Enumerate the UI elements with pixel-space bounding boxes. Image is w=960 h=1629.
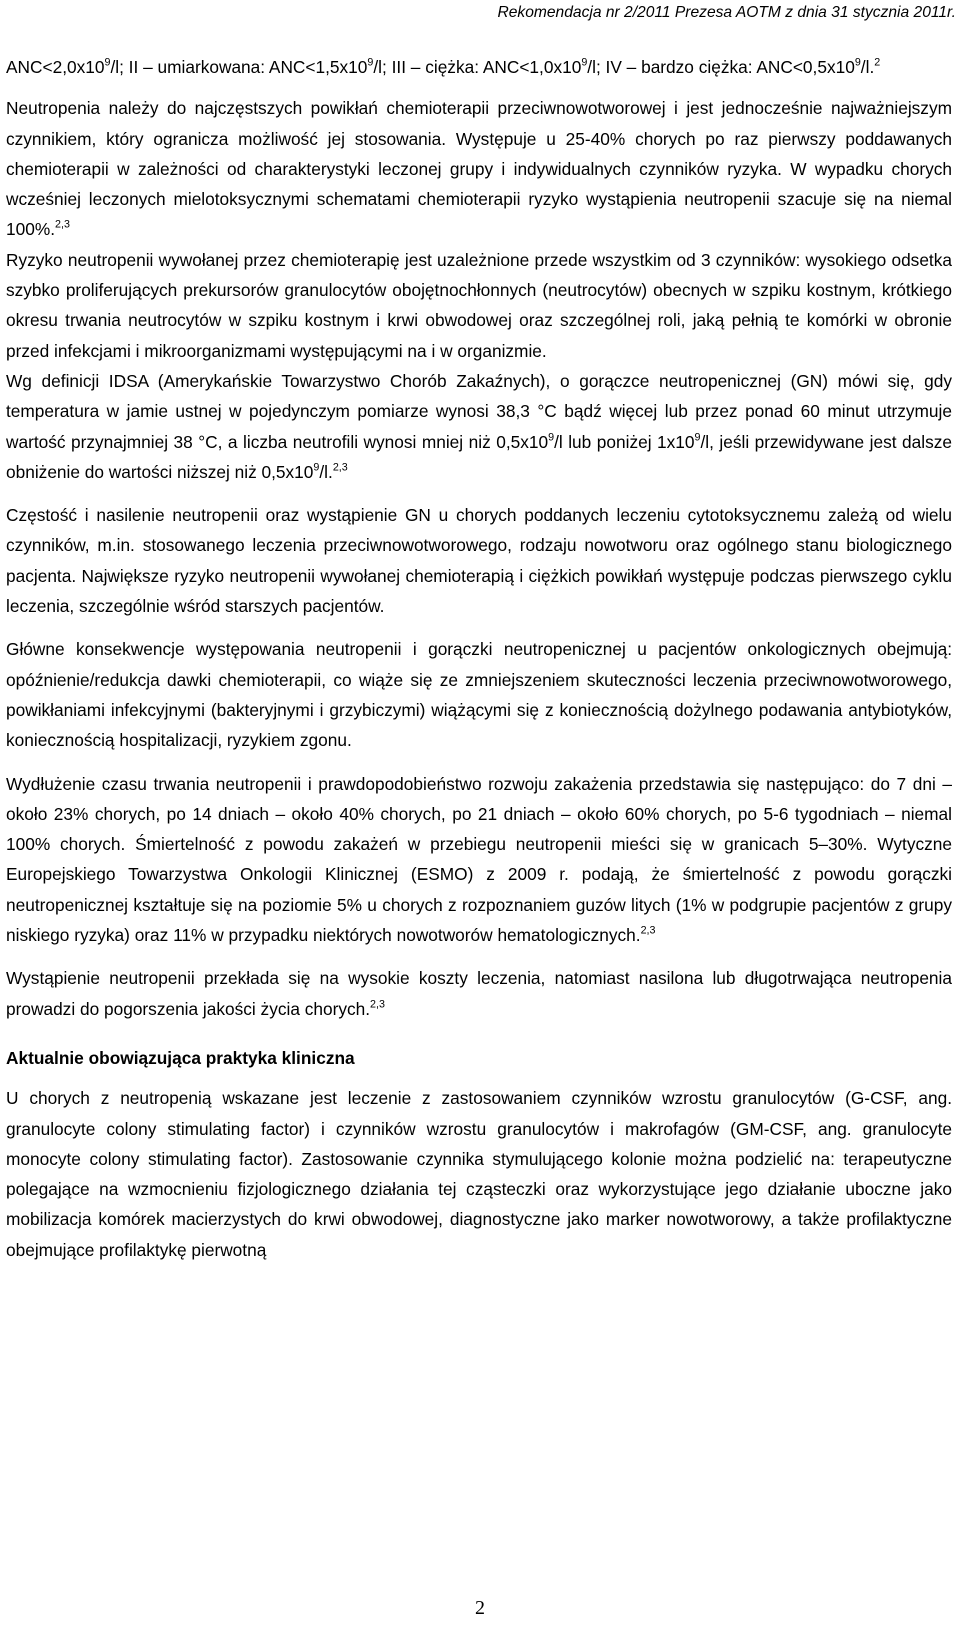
paragraph-costs: Wystąpienie neutropenii przekłada się na wysokie koszty leczenia, natomiast nasilona lub długotrwająca neutropenia prowadzi do pogorszenia jakości życia chorych.$^{2,3}$ <box>6 968 952 1019</box>
paragraph-neutropenia-intro: Neutropenia należy do najczęstszych powikłań chemioterapii przeciwnowotworowej i jest jednocześnie najważniejszym czynnikiem, który ogranicza możliwość jej stosowania. Występuje u 25-40% chorych po raz pierwszy poddawanych chemioterapii w zależności od charakterystyki leczonej grupy i indywidualnych czynników ryzyka. W wypadku chorych wcześniej leczonych mielotoksycznymi schematami chemioterapii ryzyko wystąpienia neutropenii szacuje się na niemal 100%.$^{2,3}$ <box>6 98 952 240</box>
paragraph-consequences: Główne konsekwencje występowania neutropenii i gorączki neutropenicznej u pacjentów onkologicznych obejmują: opóźnienie/redukcja dawki chemioterapii, co wiąże się ze zmniejszeniem skuteczności leczenia przeciwnowotworowego, powikłaniami infekcyjnymi (bakteryjnymi i grzybiczymi) wiążącymi się z koniecznością dożylnego podawania antybiotyków, koniecznością hospitalizacji, ryzykiem zgonu. <box>6 639 952 751</box>
paragraph-frequency: Częstość i nasilenie neutropenii oraz wystąpienie GN u chorych poddanych leczeniu cytotoksycznemu zależą od wielu czynników, m.in. stosowanego leczenia przeciwnowotworowego, rodzaju nowotworu oraz ogólnego stanu biologicznego pacjenta. Największe ryzyko neutropenii wywołanej chemioterapią i ciężkich powikłań występuje podczas pierwszego cyklu leczenia, szczególnie wśród starszych pacjentów. <box>6 505 952 617</box>
paragraph-risk-factors: Ryzyko neutropenii wywołanej przez chemioterapię jest uzależnione przede wszystkim od 3 czynników: wysokiego odsetka szybko proliferujących prekursorów granulocytów obojętnochłonnych (neutrocytów) obecnych w szpiku kostnym, krótkiego okresu trwania neutrocytów w szpiku kostnym i krwi obwodowej oraz szczególnej roli, jaką pełnią te komórki w obronie przed infekcjami i mikroorganizmami występującymi na i w organizmie. <box>6 249 952 361</box>
page-number: 2 <box>475 1597 485 1619</box>
footnote-ref: 2 <box>874 56 881 69</box>
footnote-ref: 2,3 <box>370 998 385 1011</box>
footnote-ref: 2,3 <box>332 461 348 474</box>
paragraph-clinical-practice: U chorych z neutropenią wskazane jest leczenie z zastosowaniem czynników wzrostu granulocytów (G-CSF, ang. granulocyte colony stimulating factor) i czynników wzrostu granulocytów i makrofagów (GM-CSF, ang. granulocyte monocyte colony stimulating factor). Zastosowanie czynnika stymulującego kolonie można podzielić na: terapeutyczne polegające na wzmocnieniu fizjologicznego działania tej cząsteczki oraz wykorzystujące jego działanie uboczne jako mobilizacja komórek macierzystych do krwi obwodowej, diagnostyczne jako marker nowotworowy, a także profilaktyczne obejmujące profilaktykę pierwotną <box>6 1088 952 1260</box>
footnote-ref: 2,3 <box>55 218 70 231</box>
footnote-ref: 2,3 <box>640 924 656 937</box>
document-body <box>6 52 952 1265</box>
section-heading: Aktualnie obowiązująca praktyka kliniczna <box>6 1047 355 1068</box>
paragraph-anc-grades: $ANC<2,0x10^9/l$; II – umiarkowana: $ANC<1,5x10^9/l$; III – ciężka: $ANC<1,0x10^9/l$; IV – bardzo ciężka: $ANC<0,5x10^9/l.^2$ <box>6 56 881 77</box>
paragraph-idsa-definition: Wg definicji IDSA (Amerykańskie Towarzystwo Chorób Zakaźnych), o gorączce neutropenicznej (GN) mówi się, gdy temperatura w jamie ustnej w pojedynczym pomiarze wynosi 38,3 °C bądź więcej lub przez ponad 60 minut utrzymuje wartość przynajmniej 38 °C, a liczba neutrofili wynosi mniej niż $0,5x10^9/l$ lub poniżej $1x10^9/l$, jeśli przewidywane jest dalsze obniżenie do wartości niższej niż $0,5x10^9/l.^{2,3}$ <box>6 370 953 482</box>
page-header: Rekomendacja nr 2/2011 Prezesa AOTM z dnia 31 stycznia 2011r. <box>497 4 956 21</box>
paragraph-mortality: Wydłużenie czasu trwania neutropenii i prawdopodobieństwo rozwoju zakażenia przedstawia się następująco: do 7 dni – około 23% chorych, po 14 dniach – około 40% chorych, po 21 dniach – około 60% chorych, po 5-6 tygodniach – niemal 100% chorych. Śmiertelność z powodu zakażeń w przebiegu neutropenii mieści się w granicach 5–30%. Wytyczne Europejskiego Towarzystwa Onkologii Klinicznej (ESMO) z 2009 r. podają, że śmiertelność z powodu gorączki neutropenicznej kształtuje się na poziomie 5% u chorych z rozpoznaniem guzów litych (1% w podgrupie pacjentów z grupy niskiego ryzyka) oraz 11% w przypadku niektórych nowotworów hematologicznych.$^{2,3}$ <box>6 773 952 946</box>
